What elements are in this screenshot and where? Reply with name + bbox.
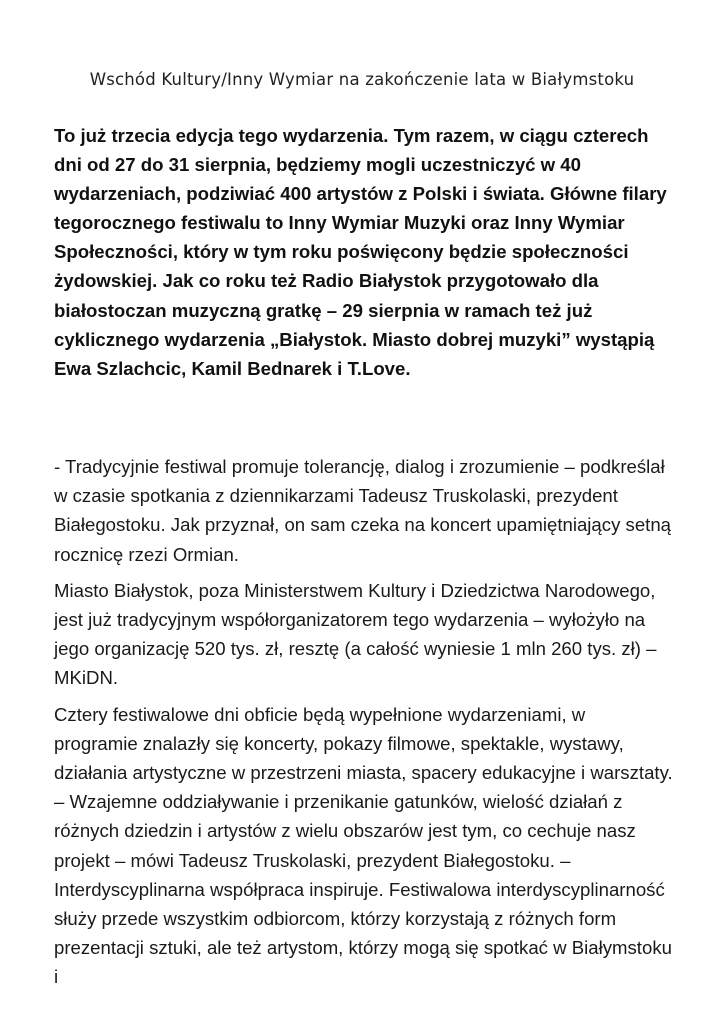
body-paragraph: Miasto Białystok, poza Ministerstwem Kultury i Dziedzictwa Narodowego, jest już tradycyjnym współorganizatorem tego wydarzenia – wyłożyło na jego organizację 520 tys. zł, resztę (a całość wyniesie 1 mln 260 tys. zł) – MKiDN.	[54, 579, 657, 689]
article-body	[54, 452, 674, 999]
body-paragraph: - Tradycyjnie festiwal promuje tolerancję, dialog i zrozumienie – podkreślał w czasie spotkania z dziennikarzami Tadeusz Truskolaski, prezydent Białegostoku. Jak przyznał, on sam czeka na koncert upamiętniający setną rocznicę rzezi Ormian.	[54, 456, 672, 565]
article-lead: To już trzecia edycja tego wydarzenia. Tym razem, w ciągu czterech dni od 27 do 31 sierpnia, będziemy mogli uczestniczyć w 40 wydarzeniach, podziwiać 400 artystów z Polski i świata. Główne filary tegorocznego festiwalu to Inny Wymiar Muzyki oraz Inny Wymiar Społeczności, który w tym roku poświęcony będzie społeczności żydowskiej. Jak co roku też Radio Białystok przygotowało dla białostoczan muzyczną gratkę – 29 sierpnia w ramach też już cyklicznego wydarzenia „Białystok. Miasto dobrej muzyki” wystąpią Ewa Szlachcic, Kamil Bednarek i T.Love.	[54, 125, 667, 379]
body-paragraph: Cztery festiwalowe dni obficie będą wypełnione wydarzeniami, w programie znalazły się koncerty, pokazy filmowe, spektakle, wystawy, działania artystyczne w przestrzeni miasta, spacery edukacyjne i warsztaty. – Wzajemne oddziaływanie i przenikanie gatunków, wielość działań z różnych dziedzin i artystów z wielu obszarów jest tym, co cechuje nasz projekt – mówi Tadeusz Truskolaski, prezydent Białegostoku. – Interdyscyplinarna współpraca inspiruje. Festiwalowa interdyscyplinarność służy przede wszystkim odbiorcom, którzy korzystają z różnych form prezentacji sztuki, ale też artystom, którzy mogą się spotkać w Białymstoku i	[54, 703, 673, 988]
article-title: Wschód Kultury/Inny Wymiar na zakończenie lata w Białymstoku	[89, 70, 635, 89]
